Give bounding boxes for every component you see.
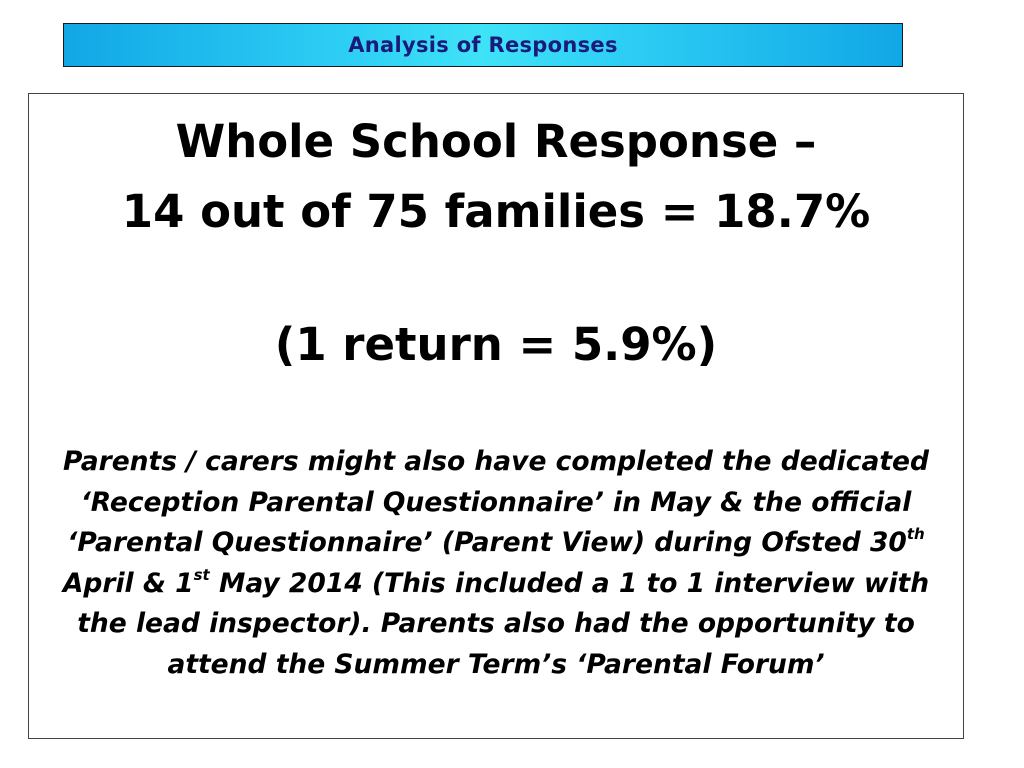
content-box: [28, 93, 964, 739]
return-percentage: (1 return = 5.9%): [274, 318, 718, 371]
superscript-st: st: [193, 565, 210, 584]
superscript-th: th: [906, 525, 925, 543]
paragraph-part-1: Parents / carers might also have completed the dedicated ‘Reception Parental Questionnaire’ in May & the official ‘Parental Questionnaire’ (Parent View) during Ofsted 30: [63, 446, 929, 558]
heading-line-1: Whole School Response –: [175, 115, 817, 168]
parent-questionnaire-note: [39, 442, 953, 685]
heading-line-2: 14 out of 75 families = 18.7%: [121, 185, 871, 238]
paragraph-part-2: April & 1: [62, 567, 194, 599]
title-banner: [63, 23, 903, 67]
slide-title: Analysis of Responses: [348, 33, 618, 57]
paragraph-part-3: May 2014 (This included a 1 to 1 interview with the lead inspector). Parents also had the opportunity to attend the Summer Term’s ‘Parental Forum’: [77, 567, 930, 680]
